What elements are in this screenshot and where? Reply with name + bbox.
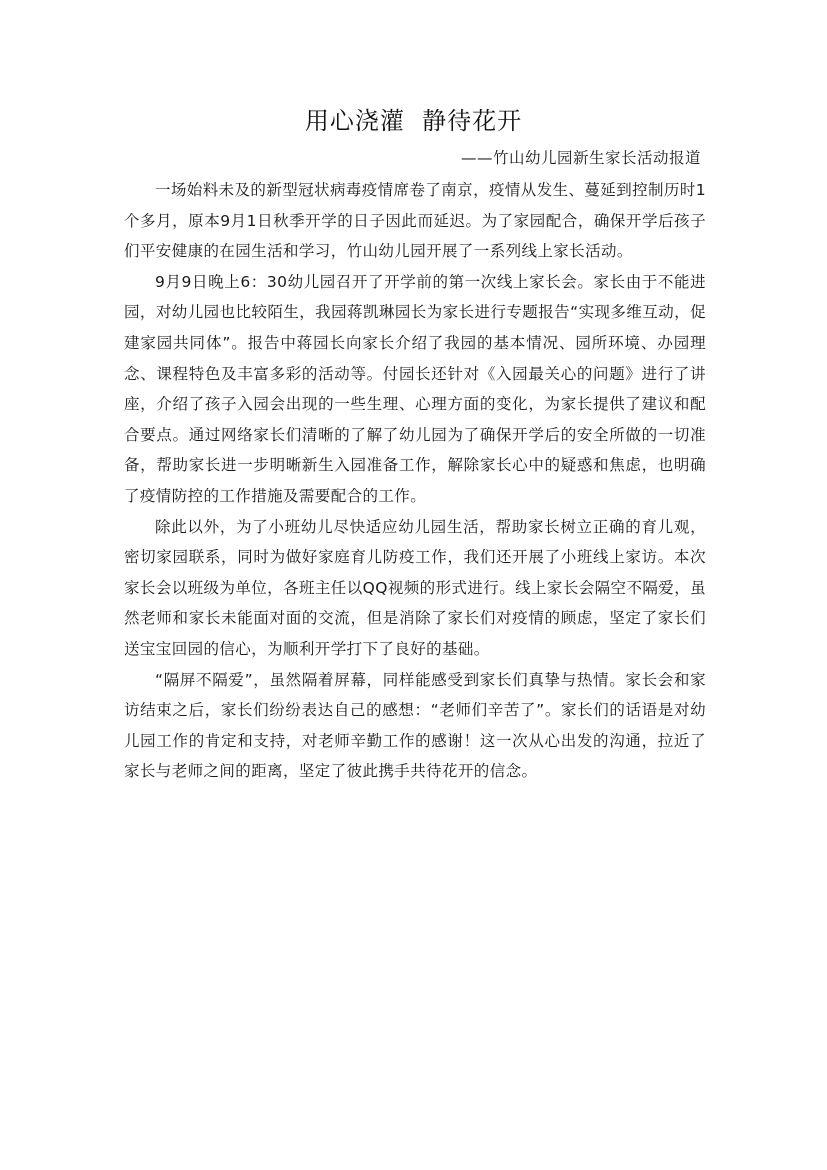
paragraph-2: 9月9日晚上6：30幼儿园召开了开学前的第一次线上家长会。家长由于不能进园，对幼儿园也比较陌生，我园蒋凯琳园长为家长进行专题报告“实现多维互动，促建家园共同体”。报告中蒋园长向家长介绍了我园的基本情况、园所环境、办园理念、课程特色及丰富多彩的活动等。付园长还针对《入园最关心的问题》进行了讲座，介绍了孩子入园会出现的一些生理、心理方面的变化，为家长提供了建议和配合要点。通过网络家长们清晰的了解了幼儿园为了确保开学后的安全所做的一切准备，帮助家长进一步明晰新生入园准备工作，解除家长心中的疑惑和焦虑，也明确了疫情防控的工作措施及需要配合的工作。 (124, 272, 706, 505)
document-title: 用心浇灌 静待花开 (304, 107, 523, 135)
document-subtitle: ——竹山幼儿园新生家长活动报道 (460, 149, 701, 167)
document-body (124, 175, 706, 787)
paragraph-4: “隔屏不隔爱”，虽然隔着屏幕，同样能感受到家长们真挚与热情。家长会和家访结束之后，家长们纷纷表达自己的感想：“老师们辛苦了”。家长们的话语是对幼儿园工作的肯定和支持，对老师辛勤工作的感谢！这一次从心出发的沟通，拉近了家长与老师之间的距离，坚定了彼此携手共待花开的信念。 (124, 670, 706, 781)
paragraph-3: 除此以外，为了小班幼儿尽快适应幼儿园生活，帮助家长树立正确的育儿观，密切家园联系，同时为做好家庭育儿防疫工作，我们还开展了小班线上家访。本次家长会以班级为单位，各班主任以QQ视频的形式进行。线上家长会隔空不隔爱，虽然老师和家长未能面对面的交流，但是消除了家长们对疫情的顾虑，坚定了家长们送宝宝回园的信心，为顺利开学打下了良好的基础。 (124, 517, 706, 658)
paragraph-1: 一场始料未及的新型冠状病毒疫情席卷了南京，疫情从发生、蔓延到控制历时1个多月，原本9月1日秋季开学的日子因此而延迟。为了家园配合，确保开学后孩子们平安健康的在园生活和学习，竹山幼儿园开展了一系列线上家长活动。 (124, 181, 706, 261)
